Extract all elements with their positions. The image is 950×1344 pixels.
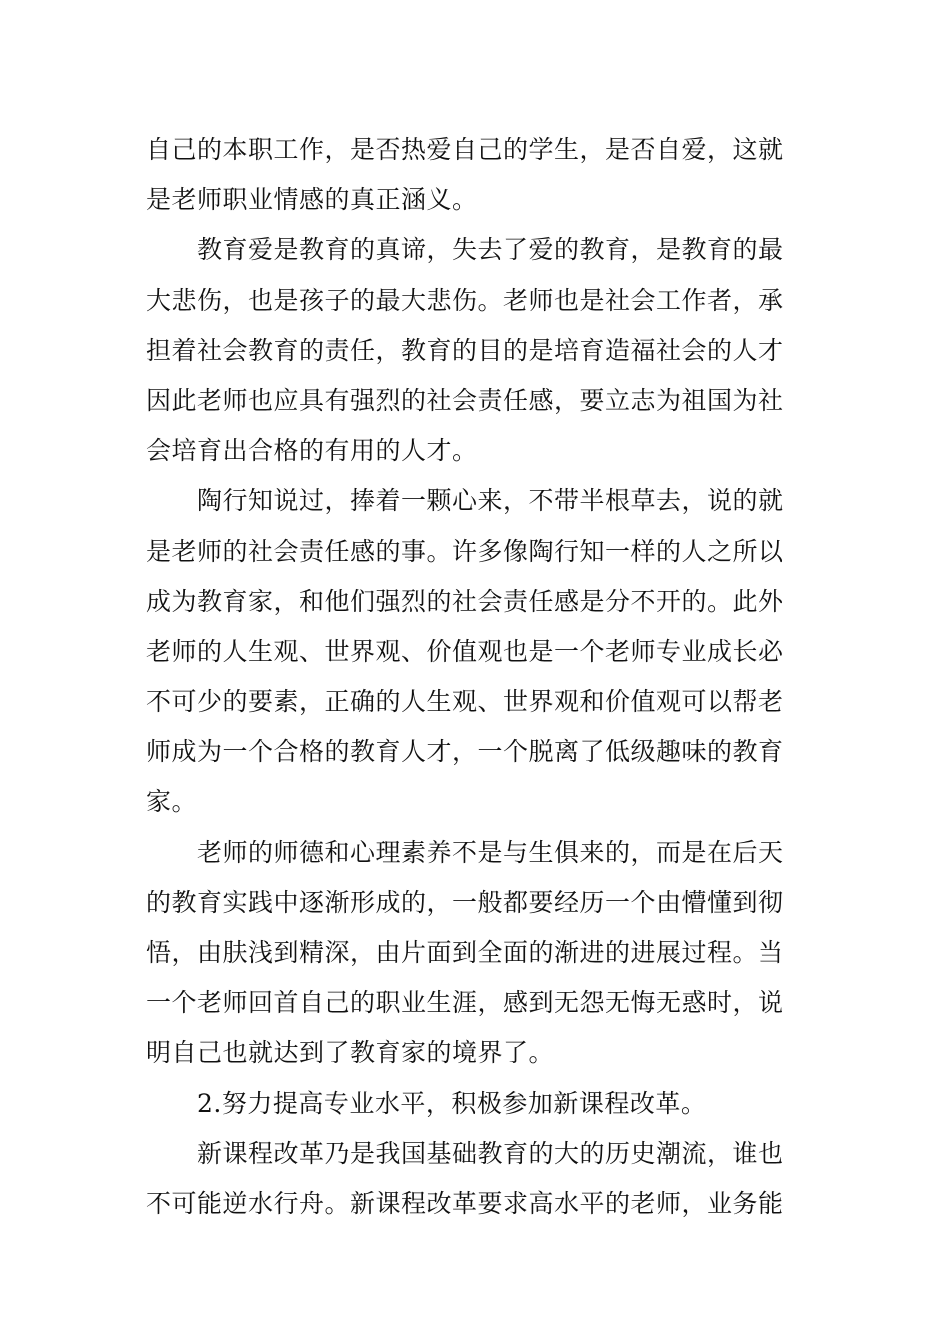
text-line: 的教育实践中逐渐形成的，一般都要经历一个由懵懂到彻 — [146, 887, 784, 917]
text-line: 不可少的要素，正确的人生观、世界观和价值观可以帮老 — [146, 687, 784, 717]
document-body — [146, 125, 808, 1229]
text-line: 教育爱是教育的真谛，失去了爱的教育，是教育的最 — [146, 235, 784, 265]
text-line: 陶行知说过，捧着一颗心来，不带半根草去，说的就 — [146, 486, 784, 516]
text-line: 大悲伤，也是孩子的最大悲伤。老师也是社会工作者，承 — [146, 285, 784, 315]
text-line: 悟，由肤浅到精深，由片面到全面的渐进的进展过程。当 — [146, 938, 784, 967]
text-line: 新课程改革乃是我国基础教育的大的历史潮流，谁也 — [146, 1138, 784, 1168]
text-line: 师成为一个合格的教育人才，一个脱离了低级趣味的教育 — [146, 737, 784, 767]
text-line: 会培育出合格的有用的人才。 — [146, 436, 478, 466]
text-line: 一个老师回首自己的职业生涯，感到无怨无悔无惑时，说 — [146, 988, 784, 1018]
text-line: 成为教育家，和他们强烈的社会责任感是分不开的。此外 — [146, 586, 784, 616]
text-line: 是老师的社会责任感的事。许多像陶行知一样的人之所以 — [146, 536, 784, 566]
text-line: 老师的人生观、世界观、价值观也是一个老师专业成长必 — [146, 636, 784, 666]
text-line: 担着社会教育的责任，教育的目的是培育造福社会的人才 — [146, 335, 784, 365]
section-heading: 2.努力提高专业水平，积极参加新课程改革。 — [146, 1088, 707, 1118]
text-line: 老师的师德和心理素养不是与生俱来的，而是在后天 — [146, 837, 784, 867]
text-line: 自己的本职工作，是否热爱自己的学生，是否自爱，这就 — [146, 135, 784, 164]
text-line: 明自己也就达到了教育家的境界了。 — [146, 1038, 555, 1068]
text-line: 因此老师也应具有强烈的社会责任感，要立志为祖国为社 — [146, 385, 784, 415]
text-line: 是老师职业情感的真正涵义。 — [146, 185, 478, 215]
text-line: 家。 — [146, 787, 198, 817]
text-line: 不可能逆水行舟。新课程改革要求高水平的老师，业务能 — [146, 1188, 784, 1218]
